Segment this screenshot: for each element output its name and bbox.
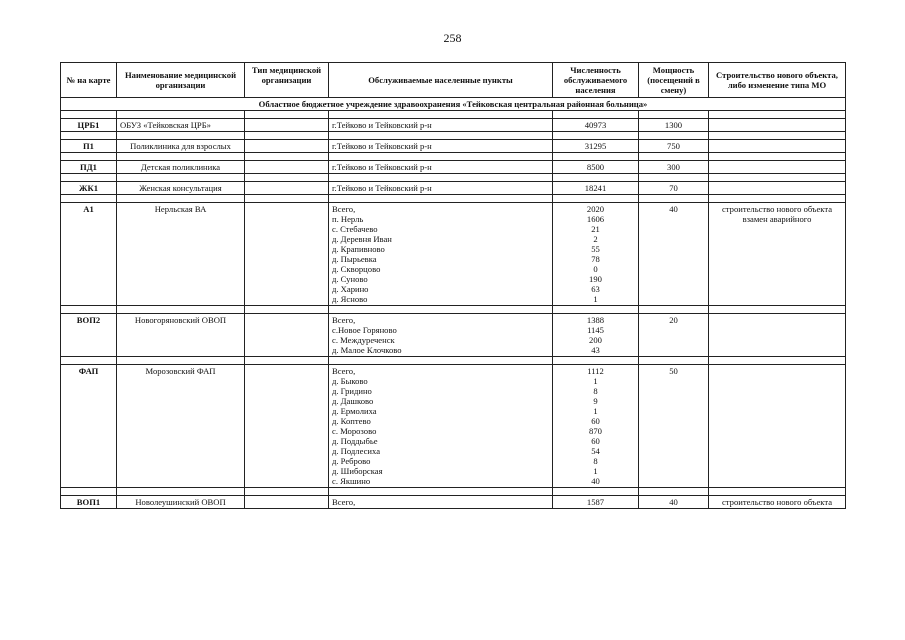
cell-name: Новолеушинский ОВОП	[117, 496, 245, 509]
cell-name: Нерльская ВА	[117, 203, 245, 306]
gap-cell	[117, 153, 245, 161]
population-value: 55	[591, 244, 600, 254]
settlement-name: д. Крапивново	[332, 244, 385, 254]
population-value: 1112	[587, 366, 604, 376]
gap-cell	[709, 306, 846, 314]
population-value: 1	[593, 294, 598, 304]
gap-cell	[329, 195, 553, 203]
cell-settlements	[329, 161, 553, 174]
gap-cell	[61, 488, 117, 496]
gap-cell	[117, 488, 245, 496]
gap-cell	[329, 357, 553, 365]
gap-cell	[329, 132, 553, 140]
cell-construction	[709, 140, 846, 153]
gap-cell	[245, 488, 329, 496]
population-value: 31295	[584, 141, 607, 151]
settlement-name: Всего,	[332, 366, 356, 376]
cell-population	[553, 182, 639, 195]
population-value: 2	[593, 234, 598, 244]
cell-num: А1	[61, 203, 117, 306]
table-row	[61, 314, 846, 357]
cell-population	[553, 203, 639, 306]
settlement-name: д. Быково	[332, 376, 368, 386]
settlement-name: Всего,	[332, 204, 356, 214]
settlement-name: д. Подлесиха	[332, 446, 381, 456]
settlement-name: д. Харино	[332, 284, 369, 294]
cell-num: П1	[61, 140, 117, 153]
cell-num: ВОП1	[61, 496, 117, 509]
cell-type	[245, 182, 329, 195]
cell-num: ПД1	[61, 161, 117, 174]
population-value: 8	[593, 386, 598, 396]
row-gap	[61, 488, 846, 496]
population-value: 40973	[584, 120, 607, 130]
facilities-table	[60, 62, 846, 509]
cell-num: ФАП	[61, 365, 117, 488]
cell-capacity: 40	[639, 496, 709, 509]
settlement-name: г.Тейково и Тейковский р-н	[332, 141, 432, 151]
settlement-name: с.Новое Горяново	[332, 325, 397, 335]
cell-settlements	[329, 496, 553, 509]
cell-name: Женская консультация	[117, 182, 245, 195]
cell-name: Морозовский ФАП	[117, 365, 245, 488]
population-value: 9	[593, 396, 598, 406]
section-title: Областное бюджетное учреждение здравоохранения «Тейковская центральная районная больница»	[61, 98, 846, 111]
settlement-name: д. Суново	[332, 274, 368, 284]
population-value: 1	[593, 406, 598, 416]
row-gap	[61, 357, 846, 365]
table-header-row	[61, 63, 846, 98]
gap-cell	[709, 488, 846, 496]
settlement-name: д. Пырьевка	[332, 254, 377, 264]
table-row	[61, 140, 846, 153]
gap-cell	[117, 195, 245, 203]
gap-cell	[245, 111, 329, 119]
row-gap	[61, 174, 846, 182]
table-row	[61, 119, 846, 132]
row-gap	[61, 195, 846, 203]
gap-cell	[709, 174, 846, 182]
gap-cell	[553, 111, 639, 119]
cell-capacity: 750	[639, 140, 709, 153]
cell-construction	[709, 161, 846, 174]
population-value: 1	[593, 466, 598, 476]
cell-construction	[709, 365, 846, 488]
population-value: 78	[591, 254, 600, 264]
page-number: 258	[443, 31, 462, 45]
gap-cell	[61, 195, 117, 203]
cell-settlements	[329, 203, 553, 306]
gap-cell	[61, 153, 117, 161]
gap-cell	[709, 132, 846, 140]
gap-cell	[245, 174, 329, 182]
gap-cell	[245, 306, 329, 314]
cell-type	[245, 496, 329, 509]
table-row	[61, 182, 846, 195]
population-value: 43	[591, 345, 600, 355]
settlement-name: Всего,	[332, 497, 356, 507]
cell-name: Новогоряновский ОВОП	[117, 314, 245, 357]
cell-capacity: 300	[639, 161, 709, 174]
cell-population	[553, 496, 639, 509]
gap-cell	[639, 111, 709, 119]
population-value: 2020	[586, 204, 605, 214]
cell-settlements	[329, 365, 553, 488]
row-gap	[61, 111, 846, 119]
gap-cell	[553, 357, 639, 365]
settlement-name: с. Стебачево	[332, 224, 378, 234]
gap-cell	[639, 488, 709, 496]
cell-num: ЖК1	[61, 182, 117, 195]
settlement-name: Всего,	[332, 315, 356, 325]
population-value: 63	[591, 284, 600, 294]
cell-population	[553, 140, 639, 153]
cell-construction	[709, 182, 846, 195]
settlement-name: д. Скворцово	[332, 264, 381, 274]
cell-type	[245, 161, 329, 174]
settlement-name: г.Тейково и Тейковский р-н	[332, 183, 432, 193]
population-value: 200	[589, 335, 602, 345]
cell-num: ЦРБ1	[61, 119, 117, 132]
gap-cell	[117, 111, 245, 119]
header-capacity: Мощность (посещений в смену)	[639, 63, 709, 98]
gap-cell	[245, 357, 329, 365]
cell-type	[245, 119, 329, 132]
settlement-name: с. Междуреченск	[332, 335, 395, 345]
cell-capacity: 1300	[639, 119, 709, 132]
header-name: Наименование медицинской организации	[117, 63, 245, 98]
settlement-name: г.Тейково и Тейковский р-н	[332, 162, 432, 172]
cell-construction	[709, 314, 846, 357]
cell-capacity: 20	[639, 314, 709, 357]
table-row	[61, 365, 846, 488]
gap-cell	[117, 306, 245, 314]
gap-cell	[329, 174, 553, 182]
row-gap	[61, 306, 846, 314]
cell-population	[553, 119, 639, 132]
cell-num: ВОП2	[61, 314, 117, 357]
settlement-name: д. Реброво	[332, 456, 371, 466]
population-value: 870	[589, 426, 602, 436]
gap-cell	[117, 357, 245, 365]
population-value: 18241	[584, 183, 607, 193]
header-settlements: Обслуживаемые населенные пункты	[329, 63, 553, 98]
header-num: № на карте	[61, 63, 117, 98]
settlement-name: д. Коптево	[332, 416, 371, 426]
gap-cell	[639, 195, 709, 203]
gap-cell	[639, 153, 709, 161]
gap-cell	[61, 357, 117, 365]
cell-capacity: 40	[639, 203, 709, 306]
settlement-name: д. Шиборская	[332, 466, 383, 476]
settlement-name: с. Якшино	[332, 476, 371, 486]
header-construction: Строительство нового объекта, либо изменение типа МО	[709, 63, 846, 98]
table-row	[61, 496, 846, 509]
gap-cell	[709, 357, 846, 365]
header-population: Численность обслуживаемого населения	[553, 63, 639, 98]
gap-cell	[329, 111, 553, 119]
cell-settlements	[329, 314, 553, 357]
settlement-name: д. Поддыбье	[332, 436, 378, 446]
settlement-name: д. Ясново	[332, 294, 368, 304]
cell-construction: строительство нового объекта взамен аварийного	[709, 203, 846, 306]
gap-cell	[553, 306, 639, 314]
gap-cell	[245, 132, 329, 140]
population-value: 1	[593, 376, 598, 386]
population-value: 190	[589, 274, 602, 284]
population-value: 54	[591, 446, 600, 456]
settlement-name: с. Морозово	[332, 426, 377, 436]
population-value: 1587	[586, 497, 605, 507]
cell-settlements	[329, 119, 553, 132]
gap-cell	[245, 195, 329, 203]
population-value: 0	[593, 264, 598, 274]
cell-name: Детская поликлиника	[117, 161, 245, 174]
population-value: 8500	[586, 162, 605, 172]
gap-cell	[553, 153, 639, 161]
gap-cell	[553, 195, 639, 203]
gap-cell	[553, 488, 639, 496]
gap-cell	[61, 132, 117, 140]
table-row	[61, 203, 846, 306]
gap-cell	[329, 488, 553, 496]
gap-cell	[117, 174, 245, 182]
row-gap	[61, 153, 846, 161]
cell-name: ОБУЗ «Тейковская ЦРБ»	[117, 119, 245, 132]
gap-cell	[61, 174, 117, 182]
cell-population	[553, 161, 639, 174]
population-value: 1388	[586, 315, 605, 325]
gap-cell	[61, 111, 117, 119]
gap-cell	[245, 153, 329, 161]
population-value: 21	[591, 224, 600, 234]
settlement-name: д. Малое Клочково	[332, 345, 402, 355]
gap-cell	[639, 357, 709, 365]
cell-population	[553, 365, 639, 488]
cell-type	[245, 140, 329, 153]
gap-cell	[709, 153, 846, 161]
gap-cell	[639, 174, 709, 182]
population-value: 40	[591, 476, 600, 486]
gap-cell	[553, 174, 639, 182]
gap-cell	[329, 306, 553, 314]
gap-cell	[553, 132, 639, 140]
population-value: 1606	[586, 214, 605, 224]
cell-construction: строительство нового объекта	[709, 496, 846, 509]
cell-settlements	[329, 140, 553, 153]
header-type: Тип медицинской организации	[245, 63, 329, 98]
settlement-name: д. Деревня Иван	[332, 234, 392, 244]
population-value: 60	[591, 416, 600, 426]
gap-cell	[61, 306, 117, 314]
cell-capacity: 50	[639, 365, 709, 488]
gap-cell	[709, 195, 846, 203]
cell-name: Поликлиника для взрослых	[117, 140, 245, 153]
settlement-name: г.Тейково и Тейковский р-н	[332, 120, 432, 130]
settlement-name: д. Ермолиха	[332, 406, 377, 416]
gap-cell	[117, 132, 245, 140]
cell-construction	[709, 119, 846, 132]
population-value: 60	[591, 436, 600, 446]
section-row	[61, 98, 846, 111]
cell-type	[245, 365, 329, 488]
row-gap	[61, 132, 846, 140]
gap-cell	[639, 306, 709, 314]
cell-population	[553, 314, 639, 357]
gap-cell	[709, 111, 846, 119]
population-value: 1145	[587, 325, 604, 335]
settlement-name: д. Гридино	[332, 386, 372, 396]
cell-type	[245, 314, 329, 357]
population-value: 8	[593, 456, 598, 466]
gap-cell	[329, 153, 553, 161]
settlement-name: д. Дашково	[332, 396, 374, 406]
settlement-name: п. Нерль	[332, 214, 364, 224]
gap-cell	[639, 132, 709, 140]
cell-type	[245, 203, 329, 306]
cell-settlements	[329, 182, 553, 195]
table-row	[61, 161, 846, 174]
cell-capacity: 70	[639, 182, 709, 195]
